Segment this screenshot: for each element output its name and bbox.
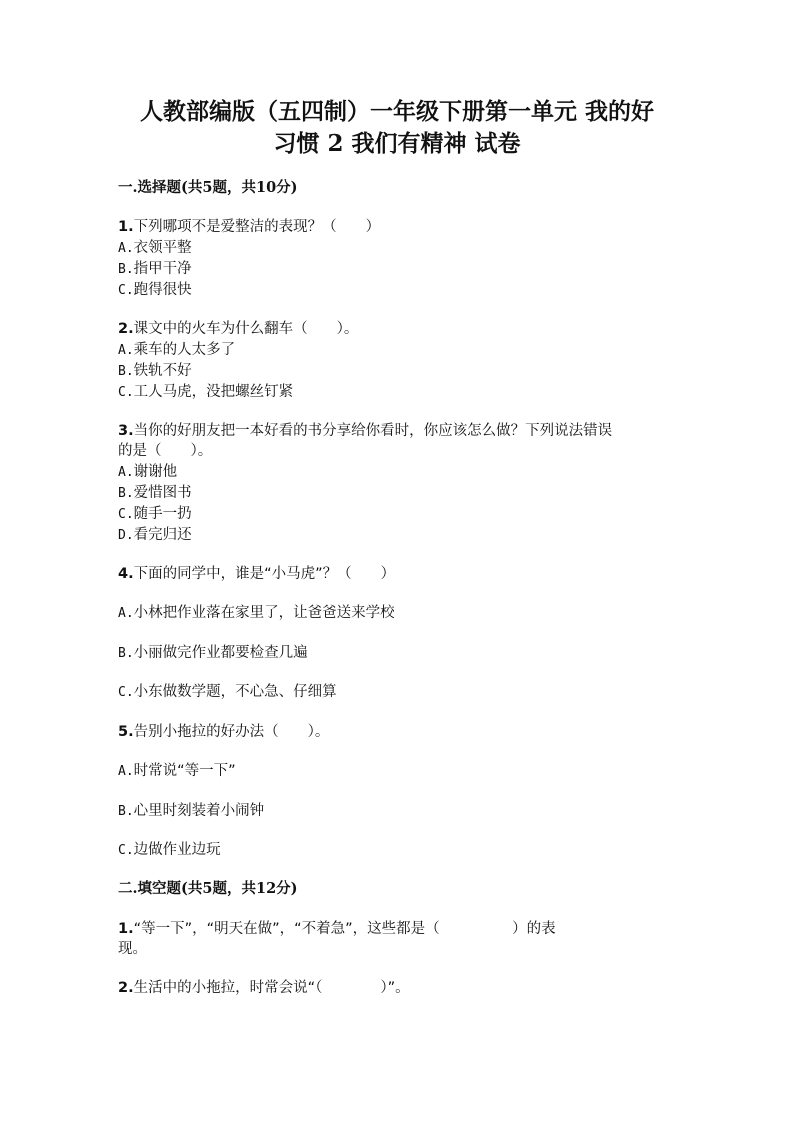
- option-item: [118, 382, 293, 403]
- option-letter: D.: [118, 528, 134, 543]
- question-number: 2.: [118, 980, 134, 996]
- option-item: [118, 280, 192, 301]
- option-text: 谢谢他: [133, 464, 178, 480]
- question-text: 生活中的小拖拉，时常会说“（ ）”。: [133, 980, 410, 996]
- option-text: 指甲干净: [133, 261, 192, 277]
- option-text: 铁轨不好: [133, 363, 192, 379]
- option-text: 乘车的人太多了: [133, 342, 236, 358]
- option-text: 心里时刻装着小闹钟: [133, 803, 265, 819]
- option-letter: B.: [118, 364, 134, 379]
- question-number: 4.: [118, 566, 134, 582]
- option-text: 衣领平整: [133, 240, 192, 256]
- option-text: 小丽做完作业都要检查几遍: [133, 645, 308, 661]
- option-text: 小林把作业落在家里了，让爸爸送来学校: [133, 605, 395, 621]
- option-item: [118, 504, 192, 525]
- option-item: [118, 761, 236, 782]
- option-letter: B.: [118, 646, 134, 661]
- question-text: 当你的好朋友把一本好看的书分享给你看时，你应该怎么做？下列说法错误: [133, 423, 613, 439]
- question-stem: [118, 564, 678, 584]
- section-heading-choice: 一.选择题(共5题，共10分): [118, 179, 298, 196]
- option-letter: C.: [118, 385, 134, 400]
- question-stem: [118, 421, 678, 441]
- question-stem: [118, 319, 678, 339]
- option-letter: A.: [118, 241, 134, 256]
- option-letter: B.: [118, 804, 134, 819]
- question-text: 课文中的火车为什么翻车（ ）。: [133, 321, 359, 337]
- option-letter: C.: [118, 685, 134, 700]
- option-text: 小东做数学题，不心急、仔细算: [133, 684, 337, 700]
- question-stem: [118, 217, 678, 237]
- question-number: 1.: [118, 219, 134, 235]
- option-text: 时常说“等一下”: [133, 763, 236, 779]
- option-letter: A.: [118, 606, 134, 621]
- question-text: “等一下”，“明天在做”，“不着急”，这些都是（ ）的表: [133, 921, 556, 937]
- option-text: 爱惜图书: [133, 485, 192, 501]
- question-stem-continued: 现。: [118, 941, 147, 957]
- option-letter: A.: [118, 343, 134, 358]
- question-number: 2.: [118, 321, 134, 337]
- option-item: [118, 462, 177, 483]
- page-title-line-1: 人教部编版（五四制）一年级下册第一单元 我的好: [139, 98, 654, 125]
- option-item: [118, 840, 221, 861]
- option-letter: A.: [118, 465, 134, 480]
- question-text: 下列哪项不是爱整洁的表现？（ ）: [133, 219, 381, 235]
- page-title-line-2: 习惯 2 我们有精神 试卷: [273, 130, 521, 157]
- option-text: 工人马虎，没把螺丝钉紧: [133, 384, 294, 400]
- option-item: [118, 525, 192, 546]
- option-text: 随手一扔: [133, 506, 192, 522]
- option-item: [118, 361, 192, 382]
- question-number: 5.: [118, 724, 134, 740]
- option-item: [118, 801, 264, 822]
- option-text: 边做作业边玩: [133, 842, 221, 858]
- option-text: 看完归还: [133, 527, 192, 543]
- option-text: 跑得很快: [133, 282, 192, 298]
- option-letter: B.: [118, 262, 134, 277]
- option-letter: C.: [118, 283, 134, 298]
- question-stem: [118, 919, 678, 939]
- question-text: 告别小拖拉的好办法（ ）。: [133, 724, 330, 740]
- option-item: [118, 483, 192, 504]
- option-letter: B.: [118, 486, 134, 501]
- question-number: 3.: [118, 423, 134, 439]
- section-heading-fill-blank: 二.填空题(共5题，共12分): [118, 880, 298, 897]
- question-stem-continued: 的是（ ）。: [118, 443, 213, 459]
- option-item: [118, 603, 395, 624]
- question-number: 1.: [118, 921, 134, 937]
- option-letter: C.: [118, 507, 134, 522]
- option-item: [118, 643, 308, 664]
- option-letter: C.: [118, 843, 134, 858]
- question-text: 下面的同学中，谁是“小马虎”？（ ）: [133, 566, 396, 582]
- question-stem: [118, 978, 678, 998]
- option-item: [118, 259, 192, 280]
- option-item: [118, 682, 337, 703]
- option-item: [118, 238, 192, 259]
- option-item: [118, 340, 235, 361]
- option-letter: A.: [118, 764, 134, 779]
- question-stem: [118, 722, 678, 742]
